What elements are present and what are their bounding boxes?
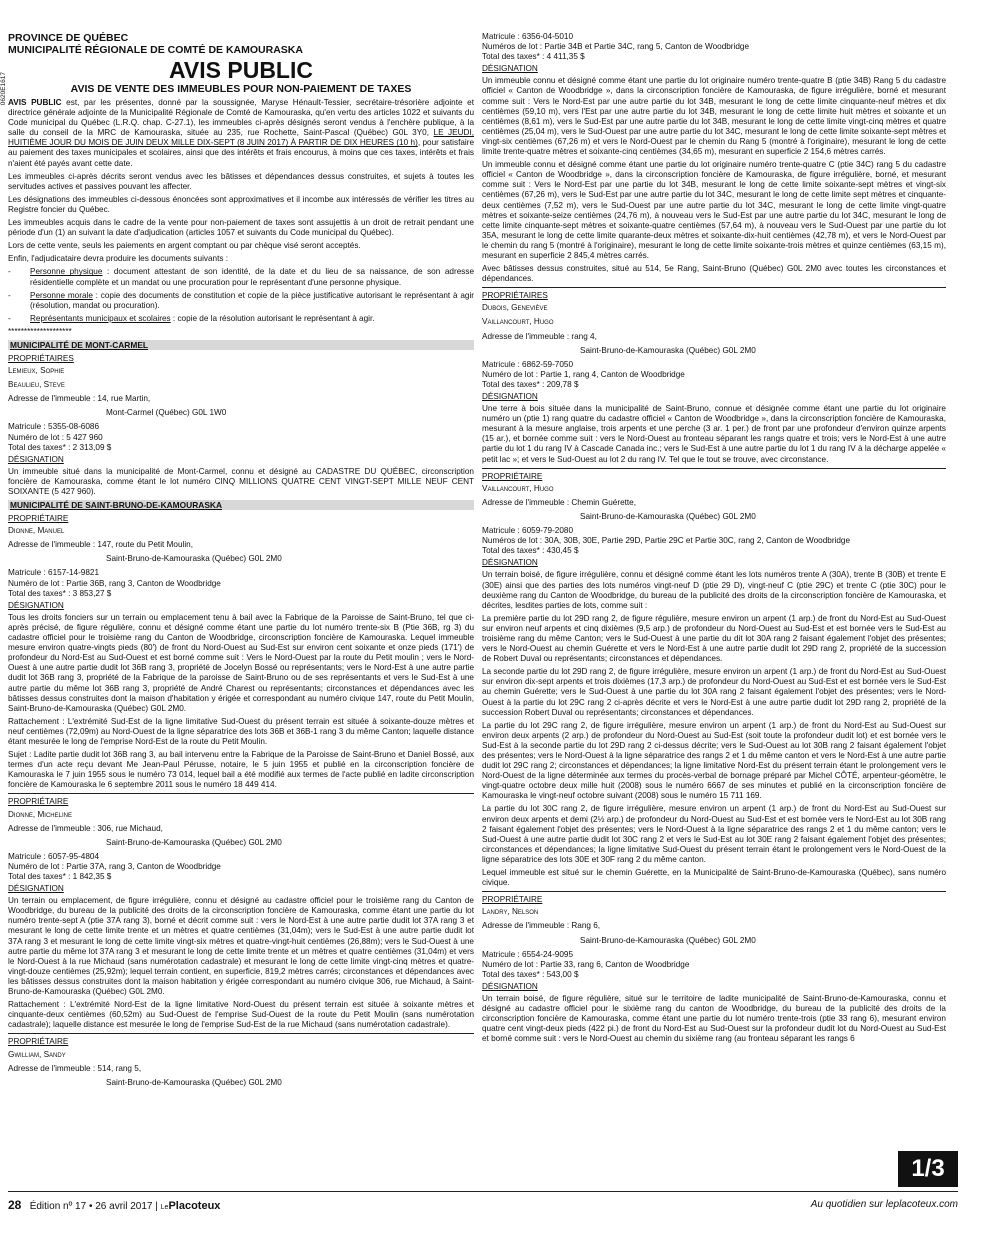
designation-label: DÉSIGNATION [482,558,538,568]
province-heading: PROVINCE DE QUÉBEC [8,32,129,44]
lot-number: Numéro de lot : 5 427 960 [8,432,103,442]
owner-label: PROPRIÉTAIRE [482,471,543,481]
intro-bold: AVIS PUBLIC [8,98,62,107]
tax-total: Total des taxes* : 430,45 $ [482,546,579,556]
owner-name: Beaulieu, Steve [8,380,65,390]
owner-name: Dubois, Geneviève [482,303,548,313]
designation-text: Un terrain boisé, de figure régulière, situé sur le territoire de ladite municipalité de Saint-Bruno-de-Kamouraska, connu et désigné au cadastre officiel pour le sixième rang du canton de Woodbridge, du bureau de la publicité des droits de la circonscription foncière de Kamouraska, comme étant une partie du lot numéro trente-trois (ptie 33 rang 6), mesurant environ quatre cent vingt-deux pieds (422 pi.) de front du Nord-Est au Sud-Ouest sur la profondeur dudit lot du Nord-Ouest au Sud-Est et borné comme suit : vers le Nord-Ouest au chemin du sixième rang (au fronteau séparant les rangs 6 [482,993,946,1044]
intro-paragraph-1 [8,98,474,169]
designation-label: DÉSIGNATION [8,454,64,464]
designation-text: Un terrain ou emplacement, de figure irrégulière, connu et désigné au cadastre officiel pour le troisième rang du Canton de Woodbridge, du bureau de la publicité des droits de la circonscription foncière de Kamouraska, comme étant une partie du lot numéro trente-sept A (ptie 37A rang 3), borné et décrit comme suit : vers le Nord-Est à une autre partie dudit lot 37A rang 3 et mesurant le long de cette limite trente et un mètres et quatre centièmes (31,04m); vers le Sud-Est à une autre partie dudit lot 37A rang 3 et mesurant le long de cette limite vingt-six mètres et quatre-vingt-huit centièmes (26,88m); vers le Sud-Ouest à une autre partie du même lot 37A rang 3 et mesurant le long de cette limite trente et un mètres et quatre centièmes (31,04m) et vers le Nord-Ouest à la rue Michaud (sans numérotation cadastrale) et mesurant le long de cette limite vingt-cinq mètres et quatre-vingt-douze centièmes (25,92m); lequel terrain contient, en superficie, 819,2 mètres carrés; circonstances et dépendances avec les bâtisses dessus construites dont la maison habitation y érigée correspondant au numéro civique 306, rue Michaud, à Saint-Bruno-de-Kamouraska (Québec) G0L 2M0. [8,896,474,997]
page-footer [8,1197,958,1213]
property-address: Adresse de l'immeuble : Chemin Guérette, [482,497,637,507]
property-city: Saint-Bruno-de-Kamouraska (Québec) G0L 2M0 [106,1077,282,1087]
divider [8,793,474,794]
lot-number: Numéro de lot : Partie 37A, rang 3, Canton de Woodbridge [8,861,221,871]
owner-name: Dionne, Micheline [8,809,72,819]
right-column [482,32,946,1047]
brand-prefix: Le [160,1204,169,1211]
designation-label: DÉSIGNATION [8,600,64,610]
side-code: 0620E1617 [0,72,7,106]
property-city: Saint-Bruno-de-Kamouraska (Québec) G0L 2M0 [580,511,756,521]
bullet-text [30,291,474,311]
section-heading-saint-bruno: MUNICIPALITÉ DE SAINT-BRUNO-DE-KAMOURASKA [8,500,474,510]
bullet-body: : copie de la résolution autorisant le représentant à agir. [170,313,375,323]
designation-text: Lequel immeuble est situé sur le chemin Guérette, en la Municipalité de Saint-Bruno-de-Kamouraska (Québec), sans numéro civique. [482,868,946,888]
designation-text: Un immeuble connu et désigné comme étant une partie du lot originaire numéro trente-quatre C (ptie 34C) rang 5 du cadastre officiel « Canton de Woodbridge », dans la circonscription foncière de Kamouraska, de figure irrégulière, borné, et mesurant comme suit : Vers le Nord-Est par une partie du lot 34B, mesurant le long de cette limite soixante-sept mètres et vingt-six centièmes (67,26 m), vers le Sud-Est par une autre partie du lot 34C, mesurant le long de cette limite sept mètres et cinquante-deux centièmes (7,52 m), vers le Sud-Ouest par une autre partie du lot 34C, mesurant le long de cette limite vingt-quatre mètres et soixante-seize centièmes (24,76 m), à nouveau vers le Sud-Est par une autre partie du lot 34C, mesurant le long de cette limite cinquante-sept mètres et soixante-quatre centièmes (57,64 m), à nouveau vers le Sud-Ouest par une partie du lot 35A, mesurant le long de cette limite quarante-deux mètres et soixante-dix-huit centièmes (42,78 m), et vers le Nord-Ouest par le chemin du rang 5 (montré à l'originaire), mesurant le long de cette limite soixante-trois mètres et quinze centièmes (63,15 m), mesurant en superficie 2 845,4 mètres carrés. [482,160,946,260]
property-address: Adresse de l'immeuble : Rang 6, [482,921,601,931]
designation-label: DÉSIGNATION [482,392,538,401]
divider [482,287,946,288]
rattachement-text: Rattachement : L'extrémité Sud-Est de la ligne limitative Sud-Ouest du présent terrain est située à soixante-douze mètres et neuf centièmes (72,09m) au Nord-Ouest de la ligne séparatrice des lots 36B et 36B-1 rang 3 du même Canton; laquelle distance étant mesurée le long de l'emprise Nord-Est de la route du Petit Moulin. [8,716,474,746]
bullet-item [8,267,474,287]
designation-text: La partie du lot 29C rang 2, de figure irrégulière, mesure environ un arpent (1 arp.) de front du Nord-Est au Sud-Ouest sur environ deux arpents (2 arp.) de profondeur du Nord-Ouest au Sud-Est (soit toute la profondeur dudit lot) et est bornée vers le Sud-Est à la seconde partie du lot 29D rang 2 ci-dessus décrite; vers le Sud-Ouest au lot 30B rang 2 faisant également l'objet des présentes; vers le Nord-Ouest à la ligne séparatrice des rangs 2 et 1 du même canton et vers le Nord-Est à une autre partie dudit lot 29C rang 2; circonstances et dépendances; la ligne limitative Nord-Est du présent terrain étant le prolongement vers le Nord-Ouest de la ligne déterminée aux termes du procès-verbal de bornage préparé par Michel CÔTÉ, arpenteur-géomètre, le vingt-quatre octobre deux mille huit (2008) sous le numéro 6667 de ses minutes et publié en la circonscription foncière de Kamouraska le vingt-neuf octobre suivant (2008) sous le numéro 15 711 169. [482,720,946,801]
matricule: Matricule : 5355-08-6086 [8,422,100,432]
matricule: Matricule : 6059-79-2080 [482,526,574,536]
matricule: Matricule : 6057-95-4804 [8,851,100,861]
intro-paragraph-2: Les immeubles ci-après décrits seront vendus avec les bâtisses et dépendances dessus construites, et sujets à toutes les servitudes actives et passives pouvant les affecter. [8,171,474,191]
lot-number: Numéro de lot : Partie 33, rang 6, Canton de Woodbridge [482,959,690,969]
property-city: Saint-Bruno-de-Kamouraska (Québec) G0L 2M0 [580,345,756,355]
property-address: Adresse de l'immeuble : 14, rue Martin, [8,394,151,404]
bullet-body: : document attestant de son identité, de la date et du lieu de sa naissance, de son adresse résidentielle complète et un mandat ou une procuration pour le représentant d'une personne physique. [30,267,474,287]
intro-paragraph-4: Les immeubles acquis dans le cadre de la vente pour non-paiement de taxes sont assujettis à un droit de retrait pendant une période d'un (1) an suivant la date d'adjudication (articles 1057 et suivants du Code municipal du Québec). [8,218,474,238]
property-address: Adresse de l'immeuble : rang 4, [482,331,597,341]
property-city: Saint-Bruno-de-Kamouraska (Québec) G0L 2M0 [580,935,756,945]
owner-label: PROPRIÉTAIRE [8,1037,69,1047]
bullet-body: : copie des documents de constitution et copie de la pièce justificative autorisant le représentant à agir (résolution, mandat ou procuration). [30,290,474,310]
owners-label: PROPRIÉTAIRES [8,353,74,363]
owner-name: Vaillancourt, Hugo [482,317,554,327]
owner-name: Lemieux, Sophie [8,366,65,376]
owner-name: Gwilliam, Sandy [8,1049,66,1059]
matricule: Matricule : 6356-04-5010 [482,32,574,41]
bullet-text [30,267,474,287]
bullet-text [30,314,474,324]
tax-total: Total des taxes* : 1 842,35 $ [8,872,112,881]
property-city: Mont-Carmel (Québec) G0L 1W0 [106,408,227,418]
divider [482,891,946,892]
intro-text-a: est, par les présentes, donné par la soussignée, Maryse Hénault-Tessier, secrétaire-trésorière adjointe et directrice générale adjointe de la Municipalité Régionale de Comté de Kamouraska, qu'en vertu des articles 1022 et suivants du Code municipal du Québec (L.R.Q. chap. C-27.1), les immeubles ci-après désignés seront vendus à l'enchère publique, à la salle du conseil de la MRC de Kamouraska, située au 235, rue Rochette, Saint-Pascal (Québec) G0L 3Y0, [8,98,474,138]
left-column [8,32,474,1092]
owner-label: PROPRIÉTAIRE [8,514,69,524]
bullet-label: Représentants municipaux et scolaires [30,313,171,323]
property-city: Saint-Bruno-de-Kamouraska (Québec) G0L 2M0 [106,554,282,564]
property-city: Saint-Bruno-de-Kamouraska (Québec) G0L 2M0 [106,837,282,847]
tax-total: Total des taxes* : 4 411,35 $ [482,52,585,62]
designation-text: Un immeuble connu et désigné comme étant une partie du lot originaire numéro trente-quatre B (ptie 34B) Rang 5 du cadastre officiel « Canton de Woodbridge », dans la circonscription foncière de Kamouraska, de figure irrégulière, borné et mesurant comme suit : Vers le Nord-Est par une autre partie du lot 34B, mesurant le long de cette limite cinquante-neuf mètres et dix centièmes (59,10 m), vers l'Est par une autre partie du lot 34B, mesurant le long de cette limite huit mètres et soixante et un centièmes (8,61 m), vers le Sud-Est par une autre partie du lot 34B, mesurant le long de cette limite vingt-cinq mètres et quatre centièmes (25,04 m), vers le Sud-Ouest par une autre partie du lot 34C, mesurant le long de cette limite soixante-sept mètres et vingt-six centièmes (67,26 m) et vers le Nord-Ouest par le chemin du Rang 5 (montré à l'originaire), mesurant le long de cette limite trente-quatre mètres et soixante-cinq centièmes (34,65 m), mesurant en superficie 2 154,6 mètres carrés. [482,76,946,157]
tax-total: Total des taxes* : 2 313,09 $ [8,442,112,452]
matricule: Matricule : 6157-14-9821 [8,568,100,578]
bullet-dash: - [8,267,11,277]
owner-label: PROPRIÉTAIRE [482,895,543,905]
intro-paragraph-3: Les désignations des immeubles ci-dessous énoncées sont approximatives et il incombe aux intéressés de vérifier les titres au Registre foncier du Québec. [8,194,474,214]
lot-number: Numéros de lot : 30A, 30B, 30E, Partie 29D, Partie 29C et Partie 30C, rang 2, Canton de Woodbridge [482,536,851,546]
rattachement-text: Rattachement : L'extrémité Nord-Est de la ligne limitative Nord-Ouest du présent terrain est située à soixante mètres et cinquante-deux centièmes (60,52m) au Sud-Ouest de l'emprise Sud-Ouest de la route du Petit Moulin (sans numérotation cadastrale); laquelle distance est mesurée le long de l'emprise Sud-Est de la rue Michaud (sans numérotation cadastrale). [8,1000,474,1030]
matricule: Matricule : 6554-24-9095 [482,949,574,959]
footer-divider [8,1191,958,1192]
lot-number: Numéro de lot : Partie 1, rang 4, Canton de Woodbridge [482,369,685,379]
bullet-dash: - [8,313,11,323]
bullet-label: Personne morale [30,290,93,300]
owner-label: PROPRIÉTAIRE [8,797,69,807]
designation-text: La seconde partie du lot 29D rang 2, de figure irrégulière, mesure environ un arpent (1 arp.) de front du Nord-Est au Sud-Ouest sur environ dix-sept arpents et trois dixièmes (17,3 arp.) de profondeur du Nord-Ouest au Sud-Est et est bornée vers le Sud-Est au chemin Guérette; vers le Sud-Ouest à une partie du lot 30A rang 2 faisant également l'objet des présentes; vers le Nord-Ouest à la partie du lot 29C rang 2 ci-après décrite et vers le Nord-Est à une autre partie dudit lot 29D rang 2, propriété de la succession Robert Duval ou représentants; circonstances et dépendances. [482,667,946,717]
page-subtitle: AVIS DE VENTE DES IMMEUBLES POUR NON-PAIEMENT DE TAXES [70,83,412,95]
intro-text-b: , pour satisfaire au paiement des taxes municipales et scolaires, ainsi que des intérêts et frais encourus, à moins que ces taxes, intérêts et frais n'aient été payés avant cette date. [8,138,474,168]
designation-text: La partie du lot 30C rang 2, de figure irrégulière, mesure environ un arpent (1 arp.) de front du Nord-Est au Sud-Ouest sur environ deux arpents et demi (2½ arp.) de profondeur du Nord-Ouest au Sud-Est et est bornée vers le Nord-Est au lot 30B rang 2 faisant également l'objet des présentes; vers le Nord-Ouest à la ligne séparatrice des rangs 2 et 1 du même canton; vers le Sud-Ouest à une autre partie dudit lot 30C rang 2 et vers le Sud-Est au lot 30E rang 2 faisant également l'objet des présentes; circonstances et dépendances; la ligne limitative Sud-Ouest du présent terrain étant le prolongement vers le Nord-Ouest de la ligne séparatrice des lots 30E et 30F rang 2 du même canton. [482,804,946,864]
designation-label: DÉSIGNATION [482,981,538,991]
tax-total: Total des taxes* : 543,00 $ [482,969,579,979]
divider [8,1033,474,1034]
property-address: Adresse de l'immeuble : 514, rang 5, [8,1063,142,1073]
edition-info: Édition nº 17 • 26 avril 2017 | [29,1201,158,1212]
designation-text: La première partie du lot 29D rang 2, de figure régulière, mesure environ un arpent (1 arp.) de front du Nord-Est au Sud-Ouest sur environ neuf arpents et cinq dixièmes (9,5 arp.) de profondeur du Nord-Ouest au Sud-Est et est bornée vers le Sud-Est au troisième rang du même Canton; vers le Sud-Ouest à une partie du dit lot 30A rang 2 faisant également l'objet des présentes; vers le Nord-Ouest au chemin Guérette et vers le Nord-Est à une autre partie dudit lot 29D rang 2, propriété de la succession de Robert Duval ou représentants; circonstances et dépendances. [482,613,946,664]
lot-number: Numéros de lot : Partie 34B et Partie 34C, rang 5, Canton de Woodbridge [482,42,750,52]
designation-text: Un immeuble situé dans la municipalité de Mont-Carmel, connu et désigné au CADASTRE DU QUÉBEC, circonscription foncière de Kamouraska, comme étant le lot numéro CINQ MILLIONS QUATRE CENT VINGT-SEPT MILLE NEUF CENT SOIXANTE (5 427 960). [8,466,474,496]
designation-text: Un terrain boisé, de figure irrégulière, connu et désigné comme étant les lots numéros trente A (30A), trente B (30B) et trente E (30E) ainsi que des parties des lots numéros vingt-neuf D (ptie 29 D), vingt-neuf C (ptie 29C) et trente C (ptie 30C) pour le deuxième rang du Canton de Woodbridge, du bureau de la publicité des droits de la circonscription foncière de Kamouraska, et décrites, lesdites parties de lots, comme suit : [482,570,946,610]
owner-name: Vaillancourt, Hugo [482,483,554,493]
page-title: AVIS PUBLIC [169,57,313,83]
owner-name: Dionne, Manuel [8,526,65,536]
divider [482,468,946,469]
intro-paragraph-6: Enfin, l'adjudicataire devra produire les documents suivants : [8,254,229,264]
sujet-text: Sujet : Ladite partie dudit lot 36B rang 3, au bail intervenu entre la Fabrique de la Paroisse de Saint-Bruno et Daniel Bossé, aux termes d'un acte reçu devant Me Jean-Paul Pérusse, notaire, le 5 juin 1955 et publié en la circonscription foncière de Kamouraska le 7 juin 1955 sous le numéro 73 014, lequel bail a été modifié aux termes de l'acte publié en ladite circonscription foncière de Kamouraska le 6 septembre 2011 sous le numéro 18 449 414. [8,750,474,790]
mrc-heading: MUNICIPALITÉ RÉGIONALE DE COMTÉ DE KAMOURASKA [8,44,303,56]
section-heading-mont-carmel: MUNICIPALITÉ DE MONT-CARMEL [8,340,474,350]
property-address: Adresse de l'immeuble : 306, rue Michaud, [8,823,163,833]
tax-total: Total des taxes* : 209,78 $ [482,379,579,389]
intro-paragraph-5: Lors de cette vente, seuls les paiements en argent comptant ou par chèque visé seront acceptés. [8,241,361,251]
tax-total: Total des taxes* : 3 853,27 $ [8,588,112,598]
property-address: Adresse de l'immeuble : 147, route du Petit Moulin, [8,540,193,550]
bullet-item [8,291,474,311]
footer-tagline: Au quotidien sur leplacoteux.com [810,1199,958,1210]
owners-label: PROPRIÉTAIRES [482,291,548,301]
bullet-item [8,314,474,324]
designation-label: DÉSIGNATION [482,64,538,74]
intro-date: LE JEUDI, HUITIÈME JOUR DU MOIS DE JUIN DEUX MILLE DIX-SEPT (8 JUIN 2017) À PARTIR DE DIX HEURES (10 h) [8,128,474,148]
owner-name: Landry, Nelson [482,907,539,917]
designation-text: Avec bâtisses dessus construites, situé au 514, 5e Rang, Saint-Bruno (Québec) G0L 2M0 avec toutes les circonstances et dépendances. [482,264,946,284]
designation-text: Une terre à bois située dans la municipalité de Saint-Bruno, connue et désignée comme étant une partie du lot originaire numéro un (ptie 1) rang quatre du cadastre officiel « Canton de Woodbridge », dans la circonscription foncière de Kamouraska, mesurant à la mesure anglaise, trois arpents et une perche (3 ar. 1 per.) de front par une profondeur d'environ quinze arpents (15 ar.), et bornée comme suit : vers le Nord-Ouest au fronteau séparant les rangs quatre et trois; vers le Nord-Est à une autre partie du lot 1 du rang IV à Cascade Canada inc.; vers le Sud-Est à une autre partie du lot 1 du rang IV à la décharge appelée « petit lac »; et vers le Sud-Ouest au lot 2 du rang IV. Tel que le tout se trouve, avec circonstance. [482,404,946,464]
lot-number: Numéro de lot : Partie 36B, rang 3, Canton de Woodbridge [8,578,221,588]
brand-logo: Placoteux [168,1200,221,1212]
designation-text: Tous les droits fonciers sur un terrain ou emplacement tenu à bail avec la Fabrique de la Paroisse de Saint-Bruno, tel que ci-après précisé, de figure régulière, connu et désigné comme étant une partie du lot numéro trente-six B (Ptie 36B, rg 3) du cadastre officiel pour le troisième rang du Canton de Woodbridge, circonscription foncière de Kamouraska. Lequel immeuble mesure environ quatre-vingts pieds (80') de front du Nord-Ouest au Sud-Est sur environ cent soixante et onze pieds (171') de profondeur du Nord-Est au Sud-Ouest et est borné comme suit : Vers le Nord-Ouest par la route du Petit moulin ; vers le Nord-Ouest à une autre partie dudit lot 36B rang 3, propriété de Jocelyn Bossé ou représentants; vers le Nord-Est à une autre partie dudit lot 36B rang 3, propriété de la Fabrique de la paroisse de Saint-Bruno ou de ses représentants et vers le Sud-Est à une autre partie du même lot 36B rang 3, propriété de André Charest ou représentants; circonstances et dépendances avec les bâtisses dessus construites dont la maison d'habitation y érigée et correspondant au numéro civique 147, route du Petit Moulin, Saint-Bruno-de-Kamouraska (Québec) G0L 2M0. [8,612,474,713]
designation-label: DÉSIGNATION [8,884,64,894]
bullet-label: Personne physique [30,267,103,277]
bullet-dash: - [8,290,11,300]
page-number: 28 [8,1198,22,1212]
page-part-badge: 1/3 [898,1151,958,1187]
matricule: Matricule : 6862-59-7050 [482,359,574,369]
separator-stars: ******************** [8,326,72,336]
